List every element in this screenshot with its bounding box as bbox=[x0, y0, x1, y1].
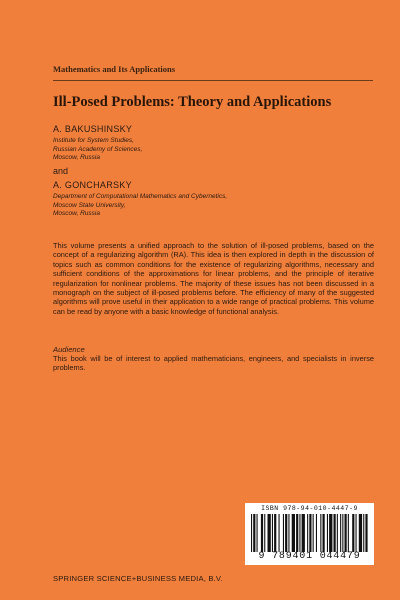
affiliation-line: Institute for System Studies, bbox=[53, 137, 134, 144]
affiliation-line: Russian Academy of Sciences, bbox=[53, 145, 143, 153]
audience-heading: Audience bbox=[53, 345, 85, 354]
author-1-name: A. BAKUSHINSKY bbox=[53, 124, 133, 134]
barcode-number: 9 789401 044479 bbox=[258, 551, 361, 562]
isbn-label: ISBN 978-94-010-4447-9 bbox=[261, 505, 358, 512]
author-1-affiliation bbox=[53, 137, 142, 163]
series-rule bbox=[53, 80, 373, 81]
affiliation-line: Moscow State University, bbox=[53, 201, 126, 209]
publisher-name: SPRINGER SCIENCE+BUSINESS MEDIA, B.V. bbox=[53, 574, 223, 583]
barcode-icon bbox=[251, 514, 368, 552]
book-title: Ill-Posed Problems: Theory and Applications bbox=[53, 94, 332, 110]
author-2-name: A. GONCHARSKY bbox=[53, 180, 132, 190]
affiliation-line: Department of Computational Mathematics and Cybernetics, bbox=[53, 193, 228, 200]
audience-text: This book will be of interest to applied mathematicians, engineers, and specialists in inverse problems. bbox=[53, 354, 374, 373]
affiliation-line: Moscow, Russia bbox=[53, 210, 100, 217]
description-paragraph: This volume presents a unified approach to the solution of ill-posed problems, based on the concept of a regularizing algorithm (RA). This idea is then explored in depth in the discussion of topics such as common conditions for the existence of regularizing algorithms, necessary and sufficient conditions of the approximations for linear problems, and the principle of iterative regularization for nonlinear problems. The majority of these issues has not been discussed in a monograph on the subject of ill-posed problems before. The efficiency of many of the suggested algorithms will prove useful in their application to a wide range of practical problems. This volume can be read by anyone with a basic knowledge of functional analysis. bbox=[53, 241, 374, 316]
author-2-affiliation bbox=[53, 193, 227, 219]
series-name: Mathematics and Its Applications bbox=[53, 64, 176, 74]
barcode-box bbox=[245, 503, 374, 565]
affiliation-line: Moscow, Russia bbox=[53, 154, 100, 161]
and-label: and bbox=[53, 166, 69, 176]
